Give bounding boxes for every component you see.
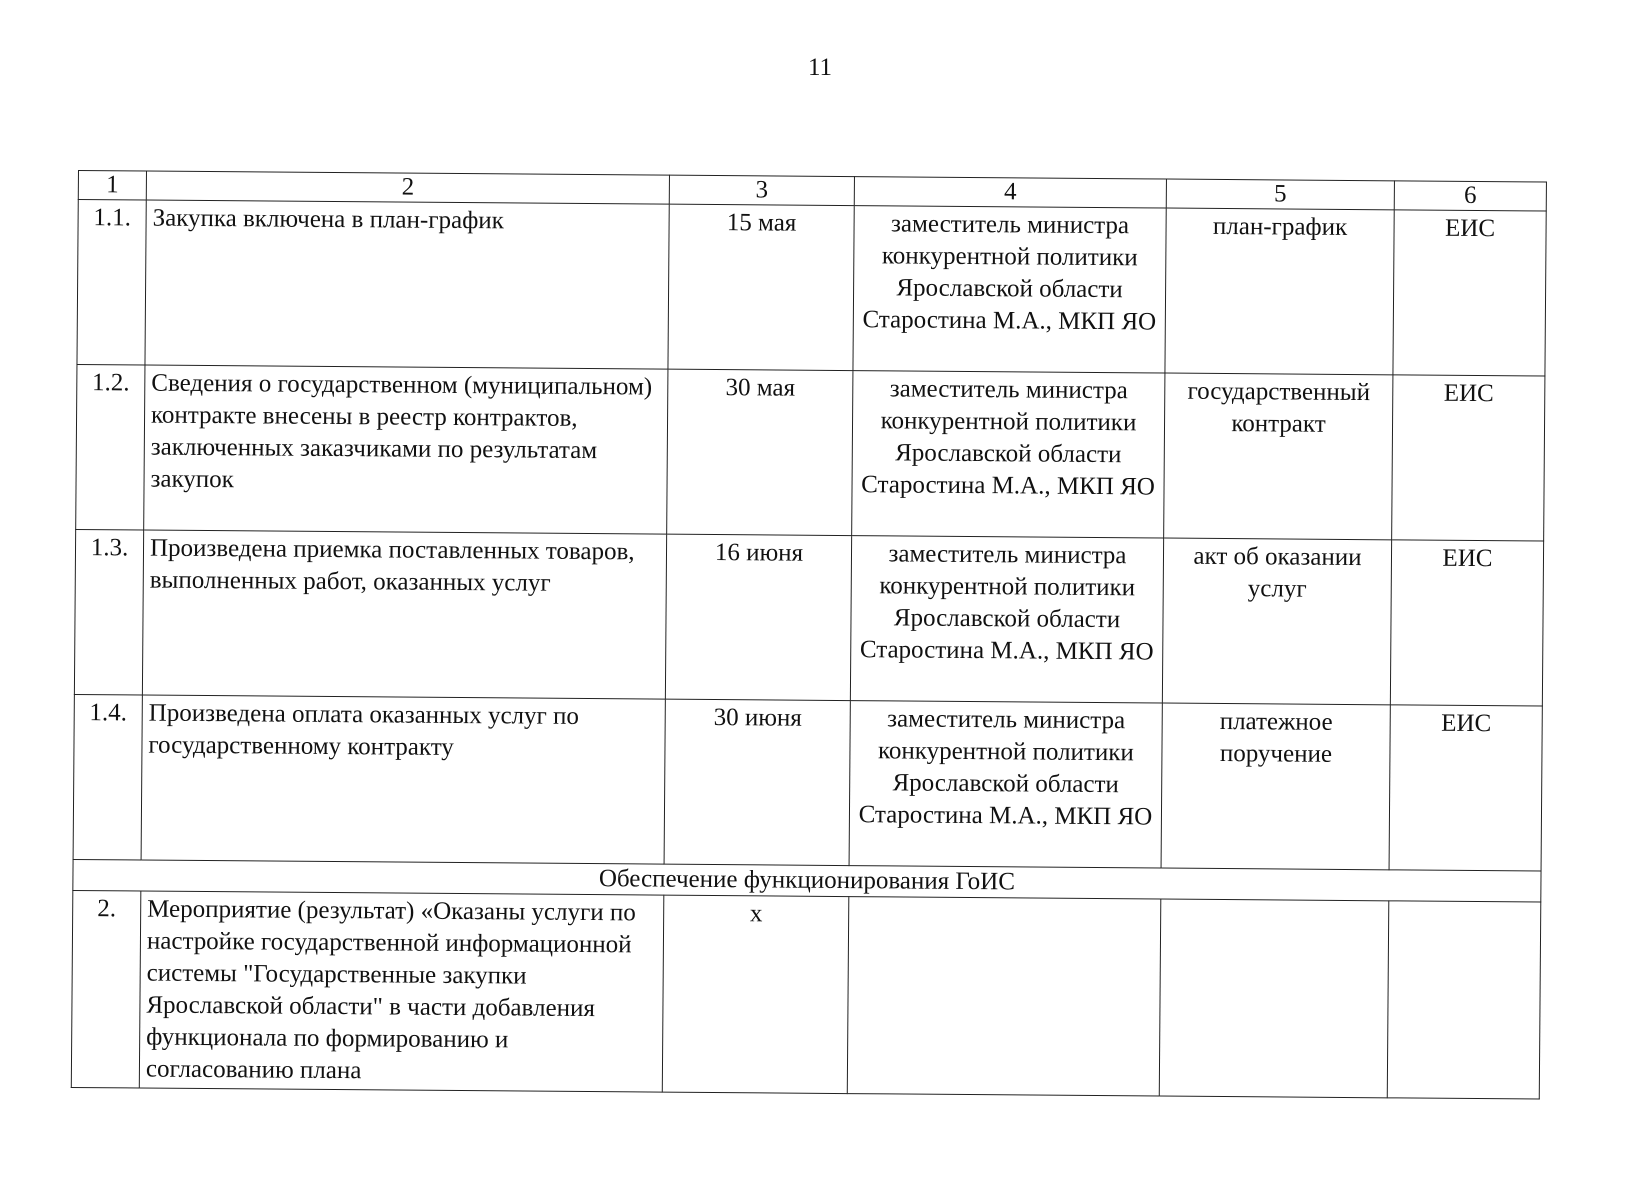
activities-table: [71, 170, 1547, 1100]
row-number: 2.: [71, 890, 141, 1088]
row-number: 1.1.: [77, 200, 146, 366]
row-number: 1.2.: [76, 364, 145, 530]
row-description: Мероприятие (результат) «Оказаны услуги по настройке государственной информационной системы "Государственные закупки Ярославской области" в части добавления функционала по формированию и согласованию плана: [139, 891, 664, 1092]
section-title: Обеспечение функционирования ГоИС: [73, 859, 1541, 902]
table-row: [73, 694, 1542, 871]
row-responsible: заместитель министра конкурентной политики Ярославской области Старостина М.А., МКП ЯО: [849, 701, 1162, 868]
row-document: платежное поручение: [1161, 703, 1390, 870]
row-description: Сведения о государственном (муниципальном) контракте внесены в реестр контрактов, заключенных заказчиками по результатам закупок: [144, 365, 668, 534]
table-row: [76, 364, 1545, 541]
row-description: Произведена оплата оказанных услуг по государственному контракту: [141, 695, 665, 864]
row-date: х: [662, 895, 849, 1093]
row-date: 30 июня: [664, 699, 850, 865]
row-system: ЕИС: [1389, 705, 1542, 871]
row-document: государственный контракт: [1164, 373, 1393, 540]
row-date: 30 мая: [667, 369, 853, 535]
header-cell: 5: [1166, 179, 1394, 210]
header-cell: 2: [146, 171, 669, 204]
table-row: [74, 529, 1543, 706]
row-document: акт об оказании услуг: [1162, 538, 1391, 705]
row-responsible: [847, 897, 1161, 1096]
row-system: ЕИС: [1390, 540, 1543, 706]
table-row: [77, 200, 1546, 377]
row-number: 1.4.: [73, 694, 142, 860]
header-cell: 1: [78, 171, 146, 201]
row-system: [1387, 901, 1541, 1099]
row-description: Произведена приемка поставленных товаров, выполненных работ, оказанных услуг: [142, 530, 666, 699]
row-document: [1159, 899, 1389, 1098]
row-responsible: заместитель министра конкурентной политики Ярославской области Старостина М.А., МКП ЯО: [853, 206, 1166, 373]
page-number: 11: [807, 54, 833, 81]
row-date: 16 июня: [665, 534, 851, 700]
row-responsible: заместитель министра конкурентной политики Ярославской области Старостина М.А., МКП ЯО: [850, 536, 1163, 703]
row-description: Закупка включена в план-график: [145, 200, 669, 369]
row-system: ЕИС: [1393, 210, 1546, 376]
header-cell: 6: [1394, 181, 1546, 211]
row-date: 15 мая: [668, 204, 854, 370]
header-cell: 3: [669, 175, 854, 205]
row-number: 1.3.: [74, 529, 143, 695]
header-cell: 4: [854, 177, 1166, 208]
row-system: ЕИС: [1392, 375, 1545, 541]
table-row: [71, 890, 1541, 1099]
row-document: план-график: [1165, 208, 1394, 375]
row-responsible: заместитель министра конкурентной политики Ярославской области Старостина М.А., МКП ЯО: [852, 371, 1165, 538]
